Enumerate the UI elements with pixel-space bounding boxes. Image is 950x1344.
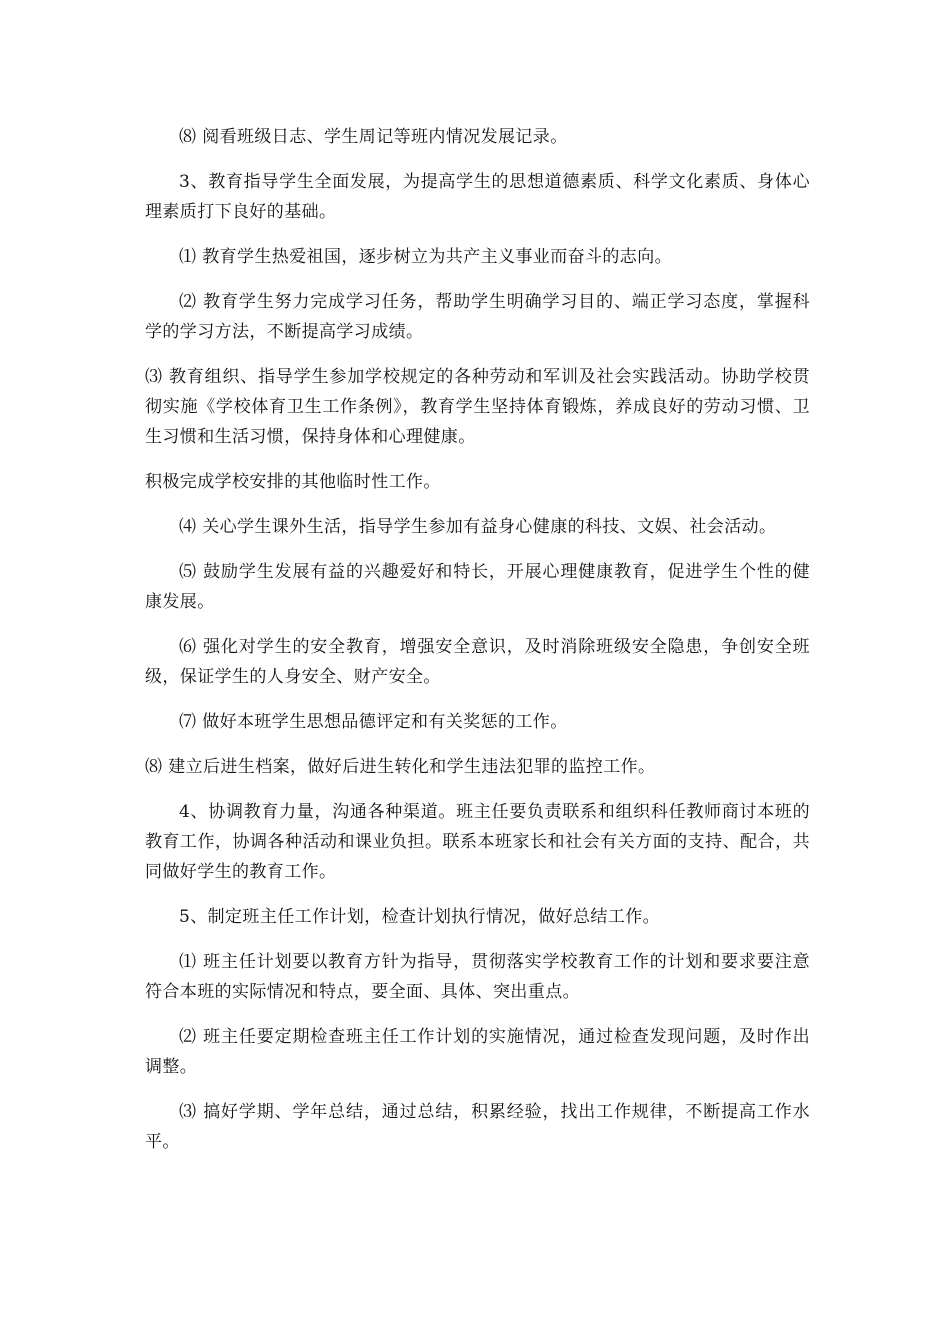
document-body: [145, 122, 810, 1172]
paragraph: ⑵ 班主任要定期检查班主任工作计划的实施情况，通过检查发现问题，及时作出调整。: [145, 1027, 810, 1077]
paragraph: ⑹ 强化对学生的安全教育，增强安全意识，及时消除班级安全隐患，争创安全班级，保证学生的人身安全、财产安全。: [145, 637, 810, 687]
paragraph: 3、教育指导学生全面发展，为提高学生的思想道德素质、科学文化素质、身体心理素质打下良好的基础。: [145, 172, 810, 222]
paragraph: ⑸ 鼓励学生发展有益的兴趣爱好和特长，开展心理健康教育，促进学生个性的健康发展。: [145, 562, 810, 612]
paragraph: ⑴ 教育学生热爱祖国，逐步树立为共产主义事业而奋斗的志向。: [179, 247, 673, 267]
paragraph: ⑶ 教育组织、指导学生参加学校规定的各种劳动和军训及社会实践活动。协助学校贯彻实施《学校体育卫生工作条例》，教育学生坚持体育锻炼，养成良好的劳动习惯、卫生习惯和生活习惯，保持身体和心理健康。: [145, 367, 810, 447]
paragraph: 4、协调教育力量，沟通各种渠道。班主任要负责联系和组织科任教师商讨本班的教育工作，协调各种活动和课业负担。联系本班家长和社会有关方面的支持、配合，共同做好学生的教育工作。: [145, 802, 810, 882]
paragraph: ⑴ 班主任计划要以教育方针为指导，贯彻落实学校教育工作的计划和要求要注意符合本班的实际情况和特点，要全面、具体、突出重点。: [145, 952, 810, 1002]
paragraph: ⑺ 做好本班学生思想品德评定和有关奖惩的工作。: [179, 712, 568, 732]
paragraph: ⑷ 关心学生课外生活，指导学生参加有益身心健康的科技、文娱、社会活动。: [179, 517, 777, 537]
paragraph: 5、制定班主任工作计划，检查计划执行情况，做好总结工作。: [179, 907, 661, 927]
paragraph: ⑻ 建立后进生档案，做好后进生转化和学生违法犯罪的监控工作。: [145, 757, 656, 777]
paragraph: ⑶ 搞好学期、学年总结，通过总结，积累经验，找出工作规律，不断提高工作水平。: [145, 1102, 810, 1152]
paragraph: ⑻ 阅看班级日志、学生周记等班内情况发展记录。: [179, 127, 568, 147]
paragraph: 积极完成学校安排的其他临时性工作。: [145, 472, 441, 492]
paragraph: ⑵ 教育学生努力完成学习任务，帮助学生明确学习目的、端正学习态度，掌握科学的学习方法，不断提高学习成绩。: [145, 292, 810, 342]
